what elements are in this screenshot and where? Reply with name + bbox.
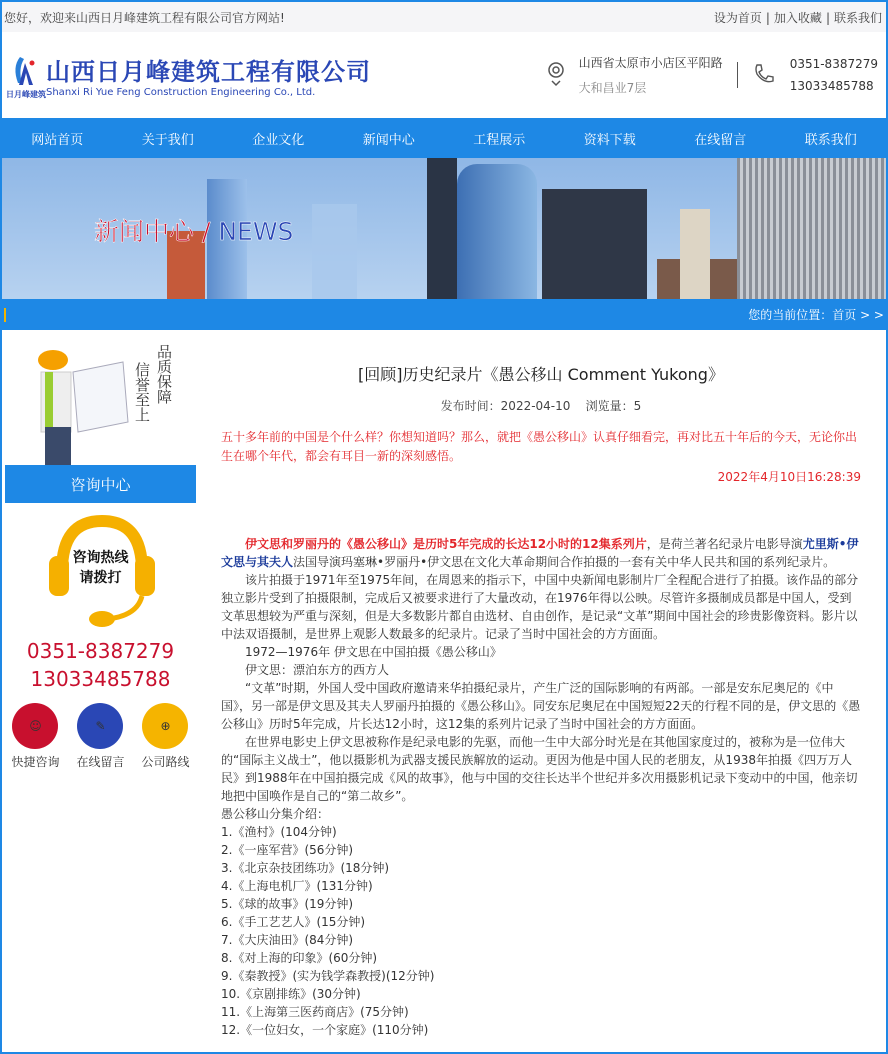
logo-small-text: 日月峰建筑 [6, 90, 46, 99]
phone-icon [752, 62, 776, 89]
article-timestamp: 2022年4月10日16:28:39 [717, 470, 861, 484]
logo[interactable] [6, 52, 371, 99]
episode-list-title: 愚公移山分集介绍： [221, 807, 330, 821]
header-contact [547, 54, 878, 96]
episode-item: 7.《大庆油田》(84分钟) [221, 933, 354, 947]
header [2, 32, 886, 118]
breadcrumb-bar [2, 299, 886, 330]
article [221, 362, 861, 1039]
article-meta: 发布时间：2022-04-10 浏览量：5 [440, 399, 642, 413]
header-phone2: 13033485788 [789, 79, 874, 93]
sidebar-phone1: 0351-8387279 [26, 639, 175, 663]
company-name-en: Shanxi Ri Yue Feng Construction Engineering Co., Ltd. [46, 87, 316, 98]
quick-consult-button[interactable] [11, 703, 59, 770]
episode-item: 9.《秦教授》(实为钱学森教授)(12分钟) [221, 969, 435, 983]
header-phone1: 0351-8387279 [789, 57, 878, 71]
nav-projects[interactable]: 工程展示 [473, 132, 526, 148]
banner-image [2, 158, 886, 299]
contact-link[interactable]: 联系我们 [833, 10, 882, 25]
worker-image [3, 332, 198, 465]
address-line2: 大和昌业7层 [578, 81, 647, 95]
episode-list [221, 823, 861, 1039]
paragraph: 该片拍摄于1971年至1975年间，在周恩来的指示下，中国中央新闻电影制片厂全程配合进行了拍摄。该作品的部分独立影片受到了拍摄限制，完成后又被要求进行了大量改动，在1976年得以公映。尽管许多摄制成员都是中国人，受到文革思想较为严重与深刻，但是大多数影片都自由选材、自由创作，是记录“文革”期间中国社会的珍贵影像资料。影片以中法双语摄制，是世界上观影人数最多的纪录片。记录了当时中国社会的方方面面。 [221, 573, 859, 641]
banner-title: 新闻中心 / NEWS [94, 217, 294, 246]
top-bar [2, 2, 886, 32]
customer-service-icon: ☺ [12, 703, 58, 749]
company-route-button[interactable] [141, 703, 189, 770]
separator: | [825, 10, 830, 25]
hotline-graphic [3, 503, 198, 633]
set-homepage-link[interactable]: 设为首页 [713, 10, 762, 25]
sidebar-phone2: 13033485788 [30, 667, 171, 691]
online-message-button[interactable] [76, 703, 124, 770]
nav-home[interactable]: 网站首页 [31, 132, 84, 148]
nav-news[interactable]: 新闻中心 [362, 132, 415, 148]
episode-item: 3.《北京杂技团练功》(18分钟) [221, 861, 390, 875]
nav-culture[interactable]: 企业文化 [252, 132, 305, 148]
top-links [712, 9, 884, 26]
online-message-label: 在线留言 [76, 755, 125, 769]
nav-downloads[interactable]: 资料下载 [583, 132, 636, 148]
nav-message[interactable]: 在线留言 [694, 132, 747, 148]
main-nav [2, 118, 886, 158]
breadcrumb[interactable]: 您的当前位置：首页 > > [748, 308, 884, 322]
divider [737, 62, 738, 88]
episode-item: 8.《对上海的印象》(60分钟) [221, 951, 378, 965]
paragraph: 1972—1976年 伊文思在中国拍摄《愚公移山》 [245, 645, 502, 659]
slogan-quality: 品质保障 [155, 344, 173, 404]
episode-item: 12.《一位妇女，一个家庭》(110分钟) [221, 1023, 429, 1037]
company-name: 山西日月峰建筑工程有限公司 [46, 58, 371, 86]
company-route-label: 公司路线 [141, 755, 190, 769]
separator: | [765, 10, 770, 25]
hotline-text1: 咨询热线 [72, 550, 129, 566]
episode-item: 11.《上海第三医药商店》(75分钟) [221, 1005, 409, 1019]
sidebar [3, 332, 198, 770]
add-favorite-link[interactable]: 加入收藏 [773, 10, 822, 25]
episode-item: 2.《一座军营》(56分钟) [221, 843, 354, 857]
message-icon: ✎ [77, 703, 123, 749]
nav-contact[interactable]: 联系我们 [804, 132, 857, 148]
episode-item: 5.《球的故事》(19分钟) [221, 897, 354, 911]
article-title: [回顾]历史纪录片《愚公移山 Comment Yukong》 [358, 365, 724, 384]
paragraph: 在世界电影史上伊文思被称作是纪录电影的先驱，而他一生中大部分时光是在其他国家度过的，被称为是一位伟大的“国际主义战士”，他以摄影机为武器支援民族解放的运动。更因为他是中国人民的老朋友，从1938年拍摄《四万万人民》到1988年在中国拍摄完成《风的故事》，他与中国的交往长达半个世纪并多次用摄影机记录下变动中的中国，他亲切地把中国唤作是自己的“第二故乡”。 [221, 735, 858, 803]
paragraph: 伊文思和罗丽丹的《愚公移山》是历时5年完成的长达12小时的12集系列片，是荷兰著名纪录片电影导演尤里斯•伊文思与其夫人法国导演玛塞琳•罗丽丹•伊文思在文化大革命期间合作拍摄的一套有关中华人民共和国的系列纪录片。 [221, 537, 859, 569]
paragraph: “文革”时期，外国人受中国政府邀请来华拍摄纪录片，产生广泛的国际影响的有两部。一部是安东尼奥尼的《中国》，另一部是伊文思及其夫人罗丽丹拍摄的《愚公移山》。同安东尼奥尼在中国短短22天的行程不同的是，伊文思的《愚公移山》历时5年完成，片长达12小时，这12集的系列片记录了当时中国社会的方方面面。 [221, 681, 861, 731]
nav-about[interactable]: 关于我们 [141, 132, 194, 148]
logo-mark-icon [6, 53, 46, 99]
accent-mark [4, 308, 6, 322]
consult-center-heading: 咨询中心 [5, 465, 196, 503]
episode-item: 4.《上海电机厂》(131分钟) [221, 879, 373, 893]
welcome-text: 您好，欢迎来山西日月峰建筑工程有限公司官方网站! [4, 10, 285, 25]
episode-item: 1.《渔村》(104分钟) [221, 825, 337, 839]
article-body [221, 535, 861, 1039]
hotline-text2: 请拨打 [79, 570, 122, 586]
episode-item: 10.《京剧排练》(30分钟) [221, 987, 361, 1001]
address-line1: 山西省太原市小店区平阳路 [578, 56, 723, 70]
episode-item: 6.《手工艺艺人》(15分钟) [221, 915, 366, 929]
quick-links [3, 703, 198, 770]
paragraph: 伊文思：漂泊东方的西方人 [245, 663, 390, 677]
route-icon: ⊕ [142, 703, 188, 749]
quick-consult-label: 快捷咨询 [11, 755, 60, 769]
slogan-credit: 信誉至上 [133, 362, 151, 422]
location-pin-icon [547, 61, 565, 90]
article-intro: 五十多年前的中国是个什么样？你想知道吗？那么，就把《愚公移山》认真仔细看完，再对比五十年后的今天，无论你出生在哪个年代，都会有耳目一新的深刻感悟。 [221, 430, 858, 463]
